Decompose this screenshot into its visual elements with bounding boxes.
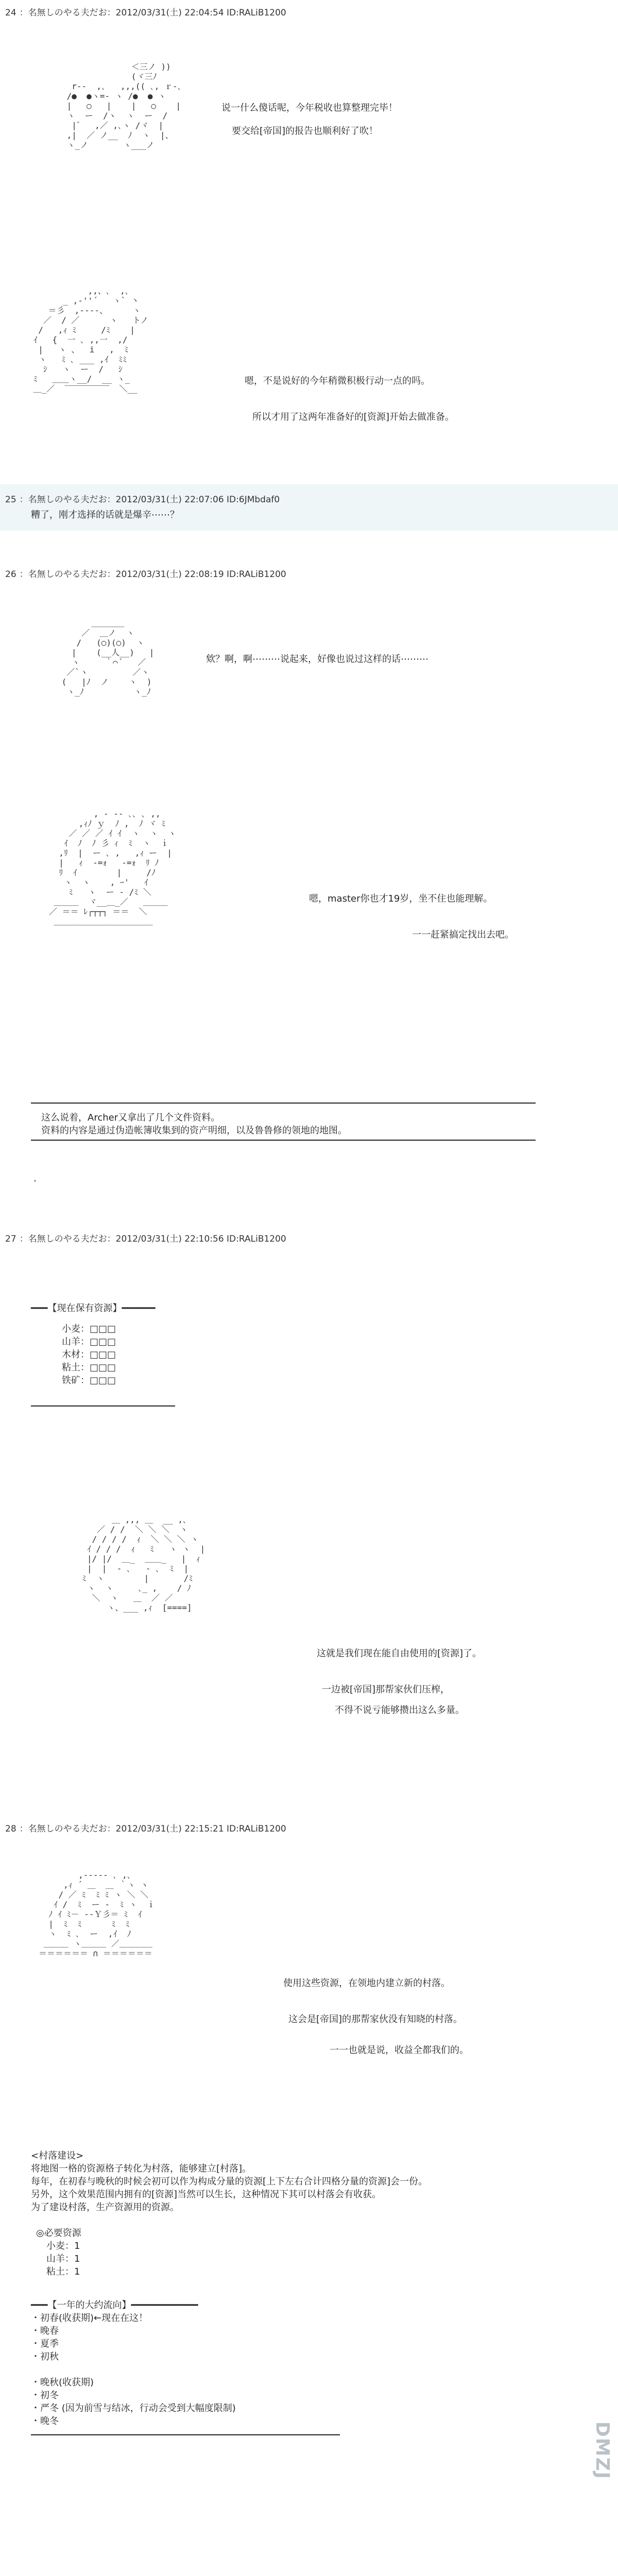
post-header: 26 ：名無しのやる夫だお：2012/03/31(土) 22:08:19 ID:RALiB1200 bbox=[5, 569, 286, 580]
post-date: 2012/03/31(土) 22:10:56 ID:RALiB1200 bbox=[115, 1234, 286, 1244]
post-header: 24 ：名無しのやる夫だお：2012/03/31(土) 22:04:54 ID:RALiB1200 bbox=[5, 8, 286, 18]
dialog-line: 嗯，master你也才19岁，坐不住也能理解。 bbox=[309, 893, 493, 904]
post-number: 27 bbox=[5, 1234, 16, 1244]
village-line: 每年，在初春与晚秋的时候会初可以作为构成分量的资源[上下左右合计四格分量的资源]会一份。 bbox=[31, 2176, 428, 2187]
ascii-art: ＿ ,,, ＿ __ ,､ ／ / / ＼ ＼ ＼ ヽ / / / / ｨ ＼ ＼ ＼ ヽ ｲ / / / ｨ ﾐ ヽ ヽ | |/ |/ ＿_ ＿＿_ | ｨ | | ‐ ､ ‐ ､ ﾐ | ﾐ ヽ | /ﾐ ヽ ヽ ､_ , / ﾉ ＼ ヽ ＿ ／ ／ ヽ、___ ,ｨ [====] bbox=[82, 1515, 205, 1613]
divider bbox=[31, 2434, 340, 2435]
ascii-art: ,-‐‐‐‐ ､ ,､ ,ｨ ´ ＿ ＿ ｀ヽ ヽ / ／ ﾐ ﾐ ﾐ ヽ ＼ ＼ ｲ / ﾐ ー ‐ ﾐ ヽ ｉ ﾉ ｲ ﾐ－ ‐‐Ｙ彡＝ ﾐ ｲ | ﾐ ﾐ ﾐ ﾐ ヽ ﾐ ､ ー ,ｲ ﾉ ＿＿＿ ヽ＿＿＿ ／＿＿＿＿ ＝＝＝＝＝＝ ∩ ＝＝＝＝＝＝ bbox=[39, 1870, 156, 1958]
divider bbox=[31, 1405, 175, 1406]
dot: ・ bbox=[31, 1176, 40, 1186]
village-line: 为了建设村落，生产资源用的资源。 bbox=[31, 2202, 179, 2213]
poster-name: 名無しのやる夫だお bbox=[28, 495, 107, 505]
year-item: ・初秋 bbox=[31, 2351, 59, 2362]
post-number: 26 bbox=[5, 569, 16, 580]
post-header: 27 ：名無しのやる夫だお：2012/03/31(土) 22:10:56 ID:RALiB1200 bbox=[5, 1234, 286, 1244]
ascii-art: ,,、､ ,､ _ ,-''´ ヽ` 丶 ＝彡 ,-‐‐‐、 ヽ ／ / ／ ヽ トノ / ,ｨ ﾐ /ﾐ | ｲ { 一 ､ ,,一 ,/ | ヽ 、 i , ﾐ ヽ ﾐ ､ ___ ,ｲ ﾐﾐ ｼ ヽ ー / ｼ ﾐ ＿＿ヽ__/ __ ヽ_ ＿_／ ‾‾‾‾‾‾‾‾‾ ＼__ bbox=[33, 286, 149, 394]
need-item: 粘土：1 bbox=[46, 2266, 80, 2277]
resource-item: 小麦：□□□ bbox=[62, 1324, 116, 1334]
divider bbox=[31, 1140, 536, 1141]
village-title: <村落建设> bbox=[31, 2150, 84, 2161]
need-item: 山羊：1 bbox=[46, 2253, 80, 2264]
year-item: ・初春(收获期)←现在在这！ bbox=[31, 2313, 148, 2324]
divider bbox=[31, 1103, 536, 1104]
dialog-line: 一一也就是说，收益全都我们的。 bbox=[330, 2045, 469, 2056]
year-title: ━━━【一年的大约流向】━━━━━━━━━━━━ bbox=[31, 2300, 198, 2311]
narration-line: 这么说着，Archer又拿出了几个文件资料。 bbox=[41, 1112, 220, 1123]
dialog-line: 所以才用了这两年准备好的[资源]开始去做准备。 bbox=[252, 412, 455, 422]
year-item: ・严冬 (因为前雪与结冰，行动会受到大幅度限制) bbox=[31, 2403, 236, 2414]
need-title: ◎必要资源 bbox=[36, 2228, 81, 2239]
year-item: ・晚秋(收获期) bbox=[31, 2377, 94, 2388]
post-date: 2012/03/31(土) 22:04:54 ID:RALiB1200 bbox=[115, 8, 286, 18]
dialog-line: 这就是我们现在能自由使用的[资源]了。 bbox=[317, 1648, 482, 1659]
year-item: ・夏季 bbox=[31, 2338, 59, 2349]
year-item: ・初冬 bbox=[31, 2390, 59, 2401]
resource-item: 粘土：□□□ bbox=[62, 1362, 116, 1373]
post-number: 25 bbox=[5, 495, 16, 505]
dialog-line: 一边被[帝国]那帮家伙们压榨， bbox=[322, 1684, 450, 1695]
dialog-line: 一一赶紧搞定找出去吧。 bbox=[412, 929, 514, 940]
dialog-line: 要交给[帝国]的报告也顺利好了吹！ bbox=[232, 126, 379, 137]
need-item: 小麦：1 bbox=[46, 2241, 80, 2251]
post-number: 28 bbox=[5, 1824, 16, 1834]
ascii-art: , - ‐‐ ､､ ､ ,, ,ｨﾉ ｙ ﾉ , ﾉ ヾ ﾐ ／ ／ ／ ｲ ｲ ヽ ヽ ヽ ｲ ﾉ ﾉ 彡 ｨ ﾐ ヽ ｉ ,ﾘ | ー ､ , ,ｨ ー | | ｨ ‐=ｫ ‐=ｫ ﾘ ﾉ ﾘ ｲ | /ﾉ ヽ ヽ , ｰ' ｲ ﾐ ヽ ー ‐ /ﾐ ＼ ＿＿＿ ヾ__＿_／ ＿＿＿ ／ ＝＝ ﾚ┌┬┬┐ ＝＝ ＼ ＿＿＿＿＿＿＿＿＿＿＿＿ bbox=[49, 809, 176, 926]
narration-line: 资料的内容是通过伪造帐簿收集到的资产明细，以及鲁鲁修的领地的地图。 bbox=[41, 1125, 347, 1136]
ascii-art: ＜三ノ )) (ヾ三ﾉ r‐- ,､ ,,,(( ､, ｒ-､ /● ●ヽ=- ヽ /● ● ヽ | ○ | | ○ | ヽ ー /ヽ ヽ ー / |゛ ,／ ,､ヽ /ヾ | ,| ／ ノ__ ﾉ ヽ |、 ヽ_ノ ヽ___ノ bbox=[66, 62, 182, 150]
poster-name: 名無しのやる夫だお bbox=[28, 1234, 107, 1244]
resource-item: 铁矿：□□□ bbox=[62, 1375, 116, 1386]
watermark-logo: DMZJ bbox=[592, 2421, 613, 2480]
resource-item: 木材：□□□ bbox=[62, 1349, 116, 1360]
post-number: 24 bbox=[5, 8, 16, 18]
post-header: 25 ：名無しのやる夫だお：2012/03/31(土) 22:07:06 ID:6JMbdaf0 bbox=[5, 495, 280, 505]
poster-name: 名無しのやる夫だお bbox=[28, 569, 107, 580]
resource-box-title: ━━━【现在保有资源】━━━━━━ bbox=[31, 1303, 156, 1314]
post-date: 2012/03/31(土) 22:15:21 ID:RALiB1200 bbox=[115, 1824, 286, 1834]
post-header: 28 ：名無しのやる夫だお：2012/03/31(土) 22:15:21 ID:RALiB1200 bbox=[5, 1824, 286, 1834]
village-line: 另外，这个效果范围内拥有的[资源]当然可以生长，这种情况下其可以村落会有收获。 bbox=[31, 2189, 382, 2200]
resource-item: 山羊：□□□ bbox=[62, 1336, 116, 1347]
post-date: 2012/03/31(土) 22:07:06 ID:6JMbdaf0 bbox=[115, 495, 280, 505]
poster-name: 名無しのやる夫だお bbox=[28, 8, 107, 18]
dialog-line: 不得不说亏能够攒出这么多量。 bbox=[335, 1705, 465, 1716]
poster-name: 名無しのやる夫だお bbox=[28, 1824, 107, 1834]
dialog-line: 欸？啊，啊⋯⋯⋯说起来，好像也说过这样的话⋯⋯⋯ bbox=[206, 654, 428, 665]
dialog-line: 使用这些资源，在领地内建立新的村落。 bbox=[283, 1978, 450, 1989]
dialog-line: 嗯，不是说好的今年稍微积极行动一点的吗。 bbox=[245, 376, 430, 386]
dialog-line: 说一什么傻话呢，今年税收也算整理完毕！ bbox=[221, 103, 398, 113]
year-item: ・晚春 bbox=[31, 2326, 59, 2336]
village-line: 将地图一格的资源格子转化为村落，能够建立[村落]。 bbox=[31, 2163, 252, 2174]
dialog-line: 这会是[帝国]的那帮家伙没有知晓的村落。 bbox=[288, 2014, 463, 2025]
post-text: 糟了，刚才选择的话就是爆辛⋯⋯？ bbox=[31, 510, 179, 520]
post-date: 2012/03/31(土) 22:08:19 ID:RALiB1200 bbox=[115, 569, 286, 580]
ascii-art: ＿＿＿＿ ／ ＿ノ ヽ / (○)(○) ヽ | (__人__) | ヽ ｀⌒´ ／ ／`ヽ ／ヽ ( |ﾉ ノ ヽ ) ヽ_ﾉ ヽ_ﾉ bbox=[61, 618, 154, 697]
year-item: ・晚冬 bbox=[31, 2416, 59, 2427]
